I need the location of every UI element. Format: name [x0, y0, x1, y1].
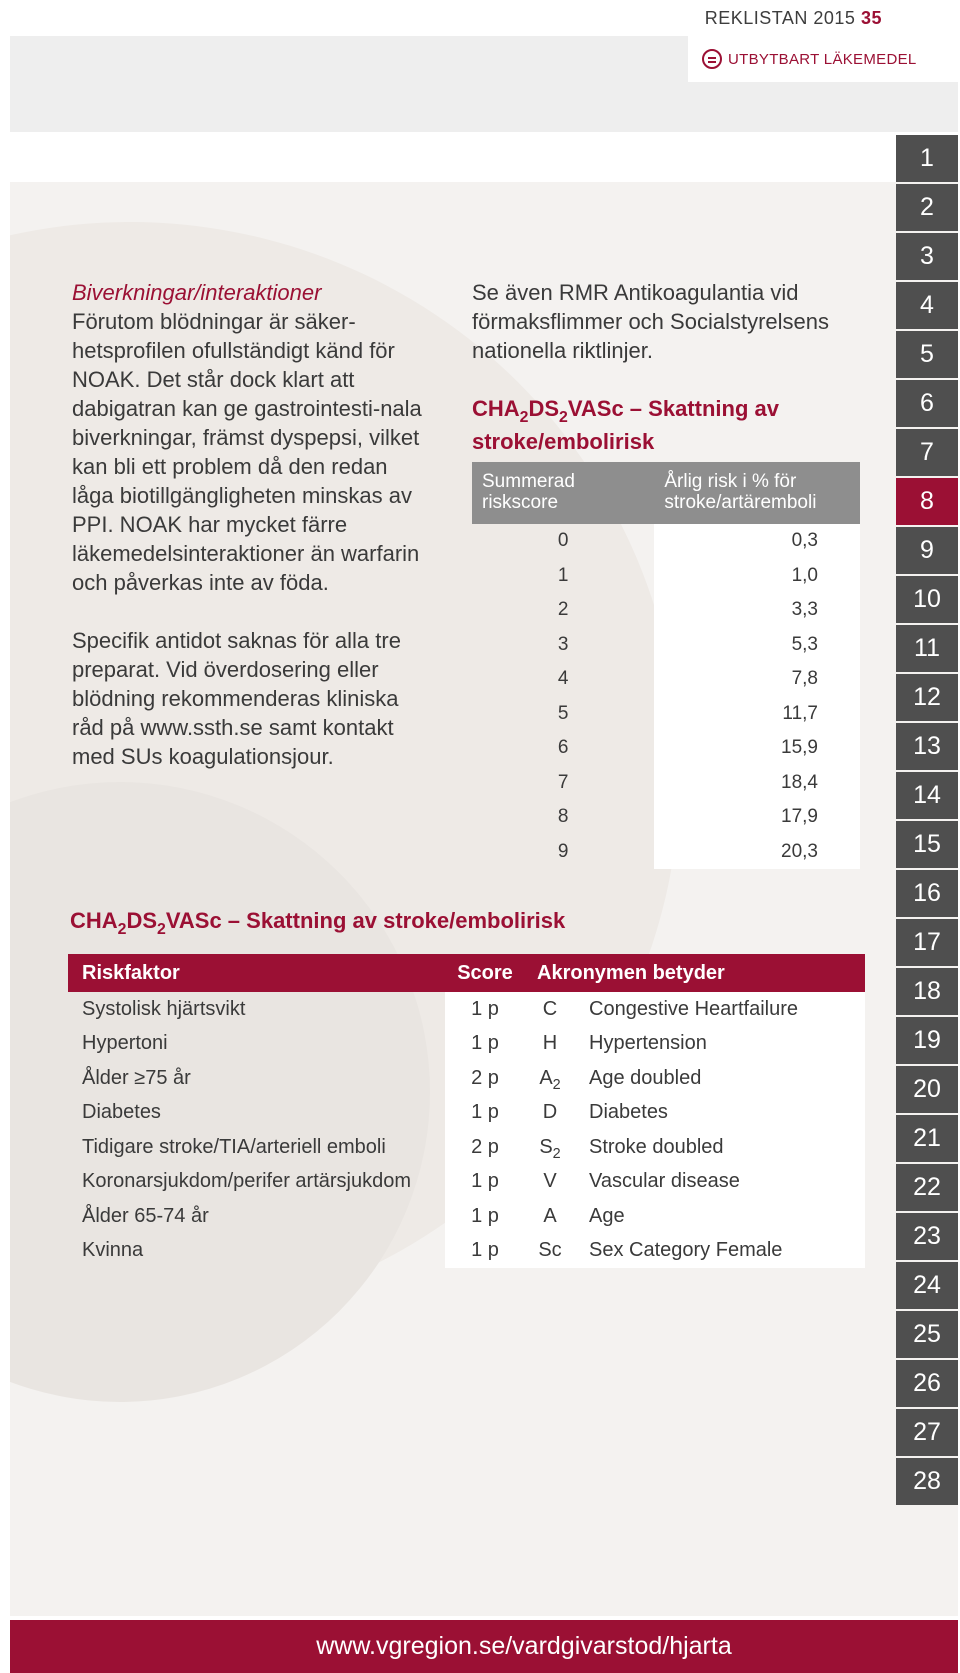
risk-percent-cell: 0,3: [654, 524, 860, 559]
left-column: [72, 278, 432, 800]
risk-factor-cell: Hypertoni: [82, 1032, 168, 1055]
chapter-tab-27[interactable]: 27: [896, 1409, 958, 1456]
heading-subscript: 2: [157, 920, 166, 938]
table-row: [68, 1130, 865, 1165]
acronym-meaning-cell: Hypertension: [575, 1027, 865, 1062]
heading-text: CHA: [70, 908, 118, 933]
risk-factor-cell: Systolisk hjärtsvikt: [82, 997, 246, 1020]
chapter-tab-2[interactable]: 2: [896, 184, 958, 231]
acronym-meaning-cell: Stroke doubled: [575, 1130, 865, 1165]
chapter-tab-17[interactable]: 17: [896, 919, 958, 966]
risk-factor-cell: Ålder ≥75 år: [82, 1066, 191, 1089]
chapter-tab-7[interactable]: 7: [896, 429, 958, 476]
page-header: [705, 8, 882, 29]
score-cell: 1 p: [445, 1096, 525, 1131]
column-header-score: Score: [445, 954, 525, 992]
risk-score-cell: 4: [557, 668, 569, 690]
heading-subscript: 2: [559, 408, 568, 426]
risk-percent-cell: 5,3: [654, 628, 860, 663]
heading-text: VASc – Skattning av stroke/embolirisk: [165, 908, 566, 933]
acronym-letter: C: [542, 997, 558, 1020]
chapter-tab-28[interactable]: 28: [896, 1458, 958, 1505]
acronym-meaning-cell: Congestive Heartfailure: [575, 992, 865, 1027]
chapter-tab-4[interactable]: 4: [896, 282, 958, 329]
heading-text: DS: [126, 908, 158, 933]
table-row: [472, 662, 860, 697]
table-row: [472, 524, 860, 559]
risk-score-cell: 5: [557, 702, 569, 724]
table-row: [68, 1061, 865, 1096]
score-cell: 2 p: [445, 1130, 525, 1165]
acronym-letter-cell: [525, 1061, 575, 1096]
acronym-letter-cell: [525, 1096, 575, 1131]
acronym-meaning-cell: Vascular disease: [575, 1165, 865, 1200]
table-row: [472, 697, 860, 732]
chapter-tab-25[interactable]: 25: [896, 1311, 958, 1358]
chapter-tab-5[interactable]: 5: [896, 331, 958, 378]
risk-score-cell: 1: [557, 564, 569, 586]
chapter-tabs: [896, 135, 958, 1507]
risk-factor-cell: Kvinna: [82, 1239, 144, 1262]
section-heading: Biverkningar/interaktioner: [72, 280, 322, 305]
chapter-tab-13[interactable]: 13: [896, 723, 958, 770]
risk-table-heading: [472, 394, 852, 457]
publication-title: REKLISTAN 2015: [704, 8, 856, 28]
column-header-acronym: Akronymen betyder: [525, 954, 865, 992]
acronym-letter-cell: [525, 1199, 575, 1234]
chapter-tab-8[interactable]: 8: [896, 478, 958, 525]
risk-score-cell: 8: [557, 806, 569, 828]
table-row: [68, 992, 865, 1027]
risk-percent-cell: 15,9: [654, 731, 860, 766]
table-row: [472, 731, 860, 766]
acronym-subscript: 2: [552, 1076, 561, 1093]
risk-score-cell: 6: [557, 737, 569, 759]
column-header-factor: Riskfaktor: [68, 954, 445, 992]
risk-score-cell: 3: [557, 633, 569, 655]
chapter-tab-3[interactable]: 3: [896, 233, 958, 280]
chapter-tab-11[interactable]: 11: [896, 625, 958, 672]
score-cell: 1 p: [445, 1027, 525, 1062]
score-cell: 1 p: [445, 1165, 525, 1200]
acronym-meaning-cell: Sex Category Female: [575, 1234, 865, 1269]
score-cell: 1 p: [445, 1234, 525, 1269]
chapter-tab-12[interactable]: 12: [896, 674, 958, 721]
risk-percent-cell: 18,4: [654, 766, 860, 801]
heading-text: DS: [528, 396, 560, 421]
chapter-tab-16[interactable]: 16: [896, 870, 958, 917]
acronym-letter-cell: [525, 1130, 575, 1165]
risk-score-cell: 2: [557, 599, 569, 621]
chapter-tab-22[interactable]: 22: [896, 1164, 958, 1211]
risk-factor-cell: Ålder 65-74 år: [82, 1204, 209, 1227]
acronym-letter: A: [543, 1204, 557, 1227]
risk-factor-cell: Koronarsjukdom/perifer artärsjukdom: [82, 1170, 412, 1193]
heading-text: CHA: [472, 396, 520, 421]
risk-table: [472, 462, 860, 869]
table-row: [68, 1234, 865, 1269]
heading-subscript: 2: [117, 920, 127, 938]
legend-box: [688, 36, 960, 82]
chapter-tab-21[interactable]: 21: [896, 1115, 958, 1162]
table-row: [68, 1027, 865, 1062]
page-number: 35: [860, 8, 882, 28]
footer: [10, 1620, 958, 1673]
intro-text: Se även RMR Antikoagulantia vid förmaksflimmer och Socialstyrelsens nationella riktlinjer.: [472, 280, 829, 363]
acronym-letter-cell: [525, 1027, 575, 1062]
risk-factor-cell: Diabetes: [82, 1101, 161, 1124]
chapter-tab-14[interactable]: 14: [896, 772, 958, 819]
score-cell: 1 p: [445, 992, 525, 1027]
chapter-tab-26[interactable]: 26: [896, 1360, 958, 1407]
footer-url[interactable]: www.vgregion.se/vardgivarstod/hjarta: [316, 1632, 732, 1660]
risk-percent-cell: 3,3: [654, 593, 860, 628]
risk-score-cell: 7: [557, 771, 569, 793]
column-header-score: Summerad riskscore: [472, 462, 654, 524]
table-row: [472, 766, 860, 801]
chapter-tab-9[interactable]: 9: [896, 527, 958, 574]
column-header-risk: Årlig risk i % för stroke/artäremboli: [654, 462, 860, 524]
factor-table: [68, 954, 865, 1268]
acronym-subscript: 2: [552, 1145, 561, 1162]
acronym-letter: A: [539, 1066, 553, 1089]
chapter-tab-20[interactable]: 20: [896, 1066, 958, 1113]
legend-label: UTBYTBART LÄKEMEDEL: [728, 50, 917, 68]
table-row: [472, 835, 860, 870]
table-row: [472, 800, 860, 835]
chapter-tab-10[interactable]: 10: [896, 576, 958, 623]
score-cell: 1 p: [445, 1199, 525, 1234]
acronym-letter: Sc: [538, 1239, 562, 1262]
acronym-letter: D: [542, 1101, 558, 1124]
chapter-tab-19[interactable]: 19: [896, 1017, 958, 1064]
chapter-tab-24[interactable]: 24: [896, 1262, 958, 1309]
risk-score-cell: 0: [557, 530, 569, 552]
paragraph: Specifik antidot saknas för alla tre preparat. Vid överdosering eller blödning rekommenderas kliniska råd på www.ssth.se samt kontakt med SUs koagulationsjour.: [72, 628, 401, 769]
acronym-letter-cell: [525, 1234, 575, 1269]
acronym-letter: H: [542, 1032, 558, 1055]
table-row: [472, 628, 860, 663]
table-row: [68, 1165, 865, 1200]
chapter-tab-6[interactable]: 6: [896, 380, 958, 427]
acronym-letter-cell: [525, 1165, 575, 1200]
risk-percent-cell: 7,8: [654, 662, 860, 697]
table-row: [472, 559, 860, 594]
chapter-tab-23[interactable]: 23: [896, 1213, 958, 1260]
chapter-tab-15[interactable]: 15: [896, 821, 958, 868]
acronym-meaning-cell: Diabetes: [575, 1096, 865, 1131]
score-cell: 2 p: [445, 1061, 525, 1096]
risk-percent-cell: 20,3: [654, 835, 860, 870]
risk-score-cell: 9: [557, 840, 569, 862]
table-row: [68, 1199, 865, 1234]
risk-percent-cell: 11,7: [654, 697, 860, 732]
table-row: [472, 593, 860, 628]
heading-subscript: 2: [519, 408, 529, 426]
acronym-meaning-cell: Age doubled: [575, 1061, 865, 1096]
acronym-letter: S: [539, 1135, 553, 1158]
paragraph: Förutom blödningar är säker-hetsprofilen ofullständigt känd för NOAK. Det står dock klart att dabigatran kan ge gastrointesti-nala biverkningar, främst dyspepsi, vilket kan bli ett problem då den redan låga biotillgängligheten minskas av PPI. NOAK har mycket färre läkemedelsinteraktioner än warfarin och påverkas inte av föda.: [72, 309, 422, 595]
table-row: [68, 1096, 865, 1131]
chapter-tab-1[interactable]: 1: [896, 135, 958, 182]
acronym-letter: V: [543, 1170, 557, 1193]
factor-table-heading: [70, 908, 566, 938]
risk-factor-cell: Tidigare stroke/TIA/arteriell emboli: [82, 1135, 386, 1158]
chapter-tab-18[interactable]: 18: [896, 968, 958, 1015]
acronym-letter-cell: [525, 992, 575, 1027]
heading-text: VASc – Skattning av stroke/embolirisk: [472, 396, 779, 454]
acronym-meaning-cell: Age: [575, 1199, 865, 1234]
risk-percent-cell: 1,0: [654, 559, 860, 594]
equivalence-icon: [702, 49, 722, 69]
risk-percent-cell: 17,9: [654, 800, 860, 835]
